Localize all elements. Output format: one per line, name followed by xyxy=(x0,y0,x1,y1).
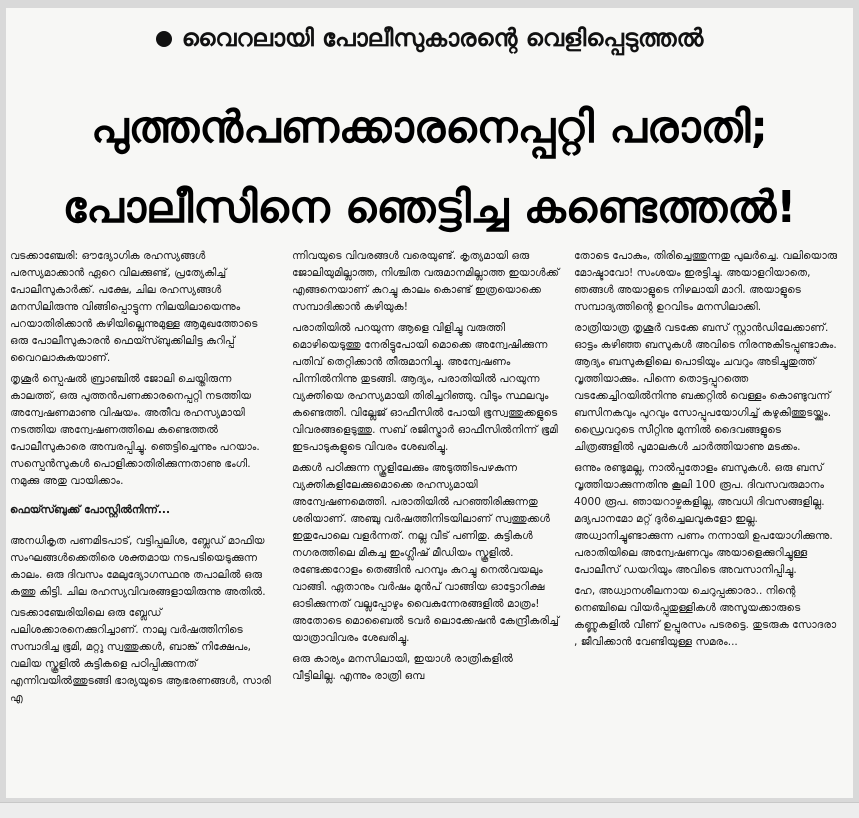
paragraph: അനധികൃത പണമിടപാട്, വട്ടിപ്പലിശ, ബ്ലേഡ് മാഫിയ സംഘങ്ങൾക്കെതിരെ ശക്തമായ നടപടിയെടുക്കുന്ന കാലം. ഒരു ദിവസം മേലുദ്യോഗസ്ഥനു തപാലിൽ ഒരു കത്തു കിട്ടി. ചില രഹസ്യവിവരങ്ങളായിരുന്നു അതിൽ. xyxy=(10,535,266,598)
paragraph: ഒരു കാര്യം മനസിലായി, ഇയാൾ രാത്രികളിൽ വീട്ടിലില്ല. എന്നും രാത്രി ഒമ്പ xyxy=(292,653,513,682)
paragraph: തോടെ പോകും, തിരിച്ചെത്തുന്നതു പുലർച്ചെ. വലിയൊരു മോഷ്ടാവോ! സംശയം ഇരട്ടിച്ചു. അയാളറിയാതെ, ഞങ്ങൾ അയാളുടെ നിഴലായി മാറി. അയാളുടെ സമ്പാദ്യത്തിന്റെ ഉറവിടം മനസിലാക്കി. xyxy=(574,250,838,313)
paragraph: മക്കൾ പഠിക്കുന്ന സ്കൂളിലേക്കും അടുത്തിടപഴകുന്ന വ്യക്തികളിലേക്കുമൊക്കെ രഹസ്യമായി അന്വേഷണമെത്തി. പരാതിയിൽ പറഞ്ഞിരിക്കുന്നതു ശരിയാണ്. അഞ്ചു വർഷത്തിനിടയിലാണ് സ്വത്തുക്കൾ ഇതുപോലെ വളർന്നത്. നല്ല വീട് പണിതു. കുട്ടികൾ നഗരത്തിലെ മികച്ച ഇംഗ്ലീഷ് മീഡിയം സ്കൂളിൽ. രണ്ടേക്കറോളം തെങ്ങിൻ പറമ്പും കുറച്ചു നെൽവയലും വാങ്ങി. ഏതാനും വർഷം മുൻപ് വാങ്ങിയ ഓട്ടോറിക്ഷ ഓടിക്കുന്നത് വല്ലപ്പോഴും വൈകുന്നേരങ്ങളിൽ മാത്രം! അതോടെ മൊബൈൽ ടവർ ലൊക്കേഷൻ കേന്ദ്രീകരിച്ച് യാത്രാവിവരം ശേഖരിച്ചു. xyxy=(292,462,559,644)
paragraph: രാത്രിയാത്ര തൃശൂർ വടക്കേ ബസ് സ്റ്റാൻഡിലേക്കാണ്. ഓട്ടം കഴിഞ്ഞ ബസുകൾ അവിടെ നിരന്നുകിടപ്പുണ്ടാകും. ആദ്യം ബസുകളിലെ പൊടിയും ചവറും അടിച്ചുതുത്ത് വൃത്തിയാക്കും. പിന്നെ തൊട്ടപ്പുറത്തെ വടക്കേച്ചിറയിൽനിന്നു ബക്കറ്റിൽ വെള്ളം കൊണ്ടുവന്ന് ബസിനകവും പുറവും സോപ്പുപയോഗിച്ച് കഴുകിത്തുടയ്ക്കും. ഡ്രൈവറുടെ സീറ്റിനു മുന്നിൽ ദൈവങ്ങളുടെ ചിത്രങ്ങളിൽ പൂമാലകൾ ചാർത്തിയാണു മടക്കം. xyxy=(574,322,837,453)
bullet-icon xyxy=(156,31,172,47)
paragraph: ന്നിവയുടെ വിവരങ്ങൾ വരെയുണ്ട്. കൃത്യമായി ഒരു ജോലിയുമില്ലാത്ത, നിശ്ചിത വരുമാനമില്ലാത്ത ഇയാൾക്ക് എങ്ങനെയാണ് കുറച്ചു കാലം കൊണ്ട് ഇത്രയൊക്കെ സമ്പാദിക്കാൻ കഴിയുക! xyxy=(292,250,560,313)
newspaper-clipping xyxy=(6,8,853,798)
paragraph: പരാതിയിൽ പറയുന്ന ആളെ വിളിച്ചു വരുത്തി മൊഴിയെടുത്തു നേരിട്ടുപോയി മൊക്കെ അന്വേഷിക്കുന്ന പതിവ് തെറ്റിക്കാൻ തീരുമാനിച്ചു. അന്വേഷണം പിന്നിൽനിന്നു തുടങ്ങി. ആദ്യം, പരാതിയിൽ പറയുന്ന വ്യക്തിയെ രഹസ്യമായി തിരിച്ചറിഞ്ഞു. വീടും സ്ഥലവും കണ്ടെത്തി. വില്ലേജ് ഓഫീസിൽ പോയി ഭൂസ്വത്തുക്കളുടെ വിവരങ്ങളെടുത്തു. സബ് രജിസ്ട്രാർ ഓഫീസിൽനിന്ന് ഭൂമി ഇടപാടുകളുടെ വിവരം ശേഖരിച്ചു. xyxy=(292,322,558,453)
paragraph: ഹേ, അധ്വാനശീലനായ ചെറുപ്പക്കാരാ.. നിന്റെ നെഞ്ചിലെ വിയർപ്പുതുള്ളികൾ അസൂയക്കാരുടെ കണ്ണുകളിൽ വീണ് ഉപ്പുരസം പടരട്ടെ. തുടരുക സോദരാ , ജീവിക്കാൻ വേണ്ടിയുള്ള സമരം... xyxy=(574,585,837,648)
paragraph: ഒന്നും രണ്ടുമല്ല, നാൽപ്പതോളം ബസുകൾ. ഒരു ബസ് വൃത്തിയാക്കുന്നതിനു കൂലി 100 രൂപ. ദിവസവരുമാനം 4000 രൂപ. ഞായറാഴ്ചകളില്ല, അവധി ദിവസങ്ങളില്ല. മദ്യപാനമോ മറ്റ് ദുർച്ചെലവുകളോ ഇല്ല. അധ്വാനിച്ചുണ്ടാക്കുന്ന പണം നന്നായി ഉപയോഗിക്കുന്നു. പരാതിയിലെ അന്വേഷണവും അയാളെക്കുറിച്ചുള്ള പോലീസ് ഡയറിയും അവിടെ അവസാനിപ്പിച്ചു. xyxy=(574,462,833,576)
headline-line-2: പോലീസിനെ ഞെട്ടിച്ച കണ്ടെത്തൽ! xyxy=(62,182,797,233)
paragraph: വടക്കാഞ്ചേരി: ഔദ്യോഗിക രഹസ്യങ്ങൾ പരസ്യമാക്കാൻ ഏറെ വിലക്കുണ്ട്, പ്രത്യേകിച്ച് പോലീസുകാർക്ക്. പക്ഷേ, ചില രഹസ്യങ്ങൾ മനസിലിരുന്നു വിങ്ങിപ്പൊട്ടുന്ന നിലയിലായെന്നും പറയാതിരിക്കാൻ കഴിയില്ലെന്നുമുള്ള ആമുഖത്തോടെ ഒരു പോലീസുകാരൻ ഫെയ്സ്ബുക്കിലിട്ട കുറിപ്പ് വൈറലാകുകയാണ്. xyxy=(10,250,258,364)
article-column-2 xyxy=(292,248,560,689)
paragraph: വടക്കാഞ്ചേരിയിലെ ഒരു ബ്ലേഡ് പലിശക്കാരനെക്കുറിച്ചാണ്. നാലു വർഷത്തിനിടെ സമ്പാദിച്ച ഭൂമി, മറ്റു സ്വത്തുക്കൾ, ബാങ്ക് നിക്ഷേപം, വലിയ സ്കൂളിൽ കുട്ടികളെ പഠിപ്പിക്കുന്നത് എന്നിവയിൽത്തുടങ്ങി ഭാര്യയുടെ ആഭരണങ്ങൾ, സാരി എ xyxy=(10,607,271,704)
article-column-3 xyxy=(574,248,842,655)
subheading: ഫെയ്സ്ബുക്ക് പോസ്റ്റിൽനിന്ന്... xyxy=(10,504,170,516)
article-column-1 xyxy=(10,248,278,711)
kicker-text: വൈറലായി പോലീസുകാരന്റെ വെളിപ്പെടുത്തൽ xyxy=(181,24,704,52)
headline-line-1: പുത്തൻപണക്കാരനെപ്പറ്റി പരാതി; xyxy=(90,102,769,153)
bottom-strip xyxy=(0,802,859,818)
paragraph: തൃശൂർ സ്പെഷൽ ബ്രാഞ്ചിൽ ജോലി ചെയ്തിരുന്ന കാലത്ത്, ഒരു പുത്തൻപണക്കാരനെപ്പറ്റി നടത്തിയ അന്വേഷണമാണു വിഷയം. അതീവ രഹസ്യമായി നടത്തിയ അന്വേഷണത്തിലെ കണ്ടെത്തൽ പോലീസുകാരെ അമ്പരപ്പിച്ചു. ഞെട്ടിച്ചെന്നും പറയാം. സസ്പെൻസുകൾ പൊളിക്കാതിരിക്കുന്നതാണു ഭംഗി. നമുക്കു അതു വായിക്കാം. xyxy=(10,373,260,487)
kicker-line xyxy=(6,24,853,52)
